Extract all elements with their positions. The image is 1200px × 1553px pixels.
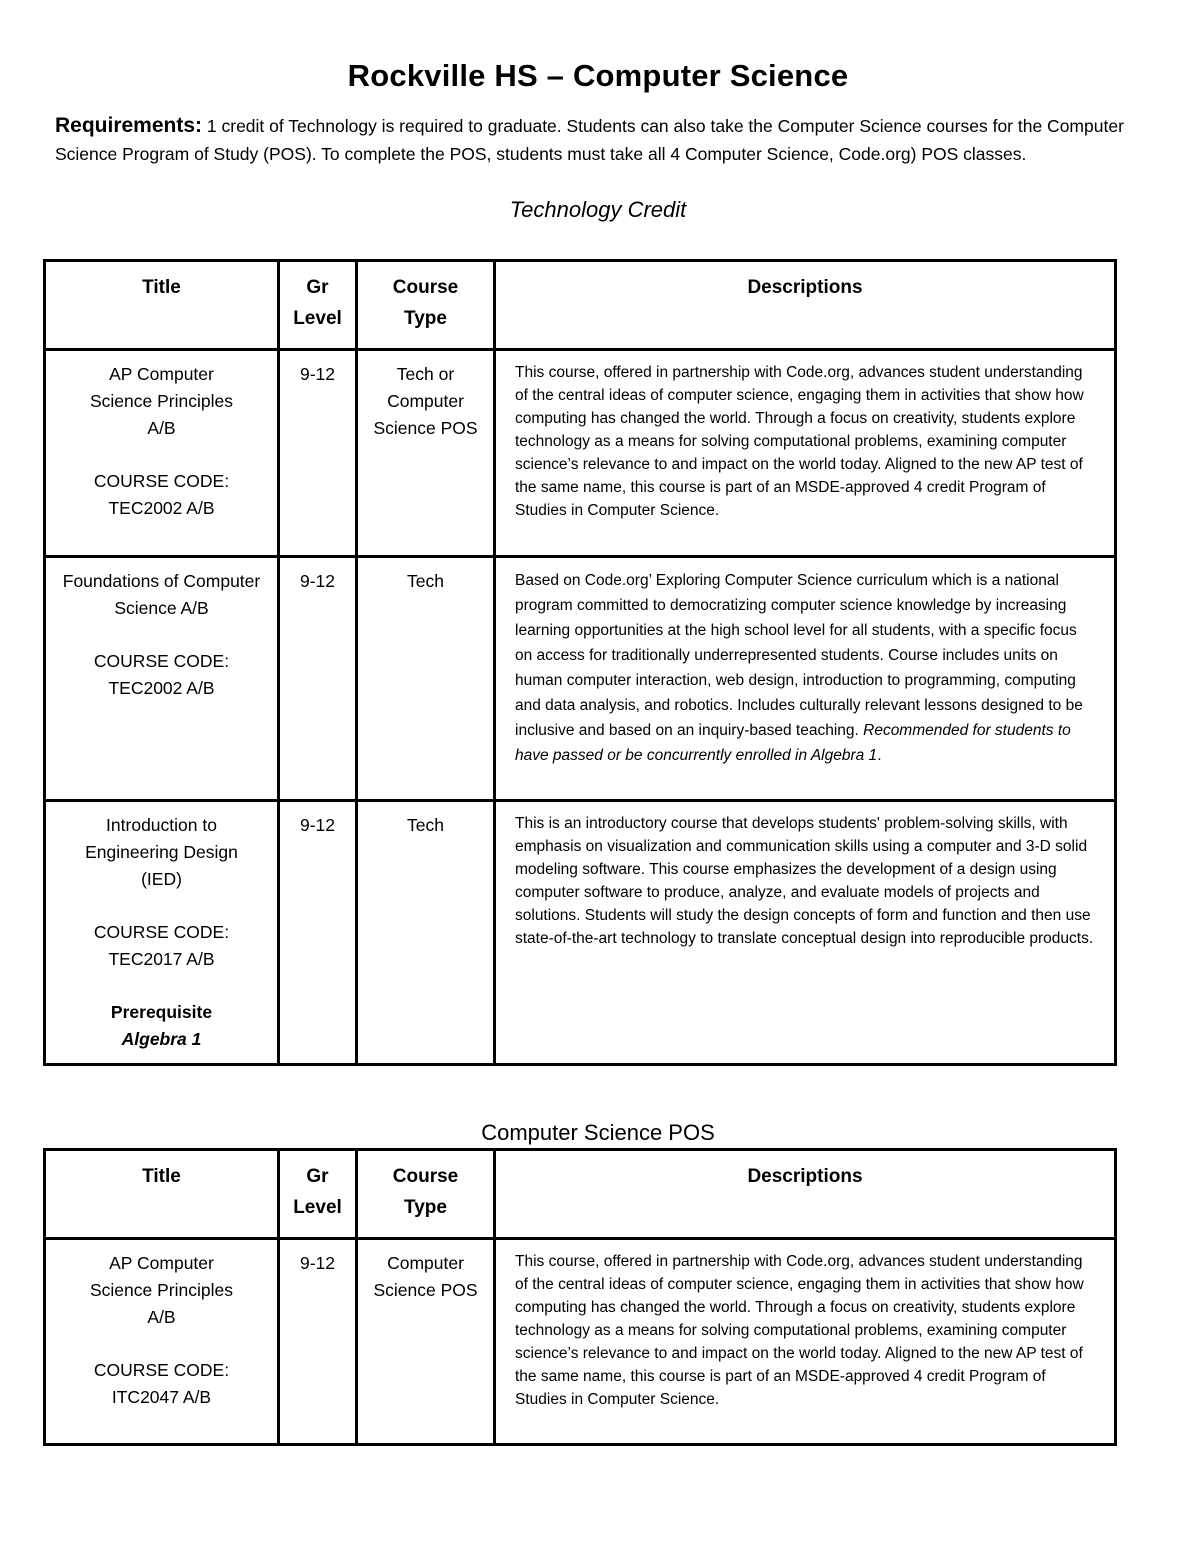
course-title: Introduction to Engineering Design (IED)	[85, 815, 238, 889]
course-title-cell	[45, 1239, 279, 1445]
description-cell: This course, offered in partnership with Code.org, advances student understanding of the central ideas of computer science, engaging them in activities that show how computing has changed the world. Through a focus on creativity, students explore technology as a means for solving computational problems, examining computer science’s relevance to and impact on the world today. Aligned to the new AP test of the same name, this course is part of an MSDE-approved 4 credit Program of Studies in Computer Science.	[495, 350, 1116, 557]
table-row	[45, 1239, 1116, 1445]
table-row	[45, 801, 1116, 1065]
prerequisite-label: Prerequisite	[110, 1002, 213, 1022]
course-code: ITC2047 A/B	[111, 1387, 212, 1407]
description-cell	[495, 557, 1116, 801]
column-header-descriptions: Descriptions	[495, 1150, 1116, 1239]
course-code: TEC2002 A/B	[108, 498, 215, 518]
course-title-cell	[45, 557, 279, 801]
column-header-grade-level: Gr Level	[279, 1150, 357, 1239]
column-header-course-type: Course Type	[357, 261, 495, 350]
description-recommendation: Recommended for students to have passed or be concurrently enrolled in Algebra 1	[515, 722, 1071, 764]
requirements-text: 1 credit of Technology is required to graduate. Students can also take the Computer Science courses for the Computer Science Program of Study (POS). To complete the POS, students must take all 4 Computer Science, Code.org) POS classes.	[55, 116, 1124, 164]
course-type-cell: Computer Science POS	[357, 1239, 495, 1445]
page-title: Rockville HS – Computer Science	[347, 58, 849, 93]
course-code: TEC2017 A/B	[108, 949, 215, 969]
requirements-label: Requirements:	[55, 114, 203, 137]
course-title: Foundations of Computer Science A/B	[62, 571, 261, 618]
table-row	[45, 350, 1116, 557]
course-code-label: COURSE CODE:	[93, 922, 230, 942]
description-cell: This course, offered in partnership with Code.org, advances student understanding of the central ideas of computer science, engaging them in activities that show how computing has changed the world. Through a focus on creativity, students explore technology as a means for solving computational problems, examining computer science’s relevance to and impact on the world today. Aligned to the new AP test of the same name, this course is part of an MSDE-approved 4 credit Program of Studies in Computer Science.	[495, 1239, 1116, 1445]
course-type-cell: Tech	[357, 557, 495, 801]
course-code-label: COURSE CODE:	[93, 471, 230, 491]
course-title-cell	[45, 350, 279, 557]
column-header-grade-level: Gr Level	[279, 261, 357, 350]
grade-level-cell: 9-12	[279, 350, 357, 557]
course-type-cell: Tech	[357, 801, 495, 1065]
column-header-title: Title	[45, 261, 279, 350]
table-header-row	[45, 1150, 1116, 1239]
grade-level-cell: 9-12	[279, 557, 357, 801]
course-title: AP Computer Science Principles A/B	[90, 1253, 233, 1327]
course-code: TEC2002 A/B	[108, 678, 215, 698]
technology-credit-table	[43, 259, 1117, 1066]
table-row	[45, 557, 1116, 801]
grade-level-cell: 9-12	[279, 1239, 357, 1445]
description-text: Based on Code.org’ Exploring Computer Science curriculum which is a national program committed to democratizing computer science knowledge by increasing learning opportunities at the high school level for all students, with a specific focus on access for traditionally underrepresented students. Course includes units on human computer interaction, web design, introduction to programming, computing and data analysis, and robotics. Includes culturally relevant lessons designed to be inclusive and based on an inquiry-based teaching.	[515, 572, 1083, 739]
computer-science-pos-heading: Computer Science POS	[481, 1120, 715, 1145]
description-end: .	[877, 747, 882, 764]
prerequisite-value: Algebra 1	[121, 1029, 202, 1049]
course-code-label: COURSE CODE:	[93, 651, 230, 671]
grade-level-cell: 9-12	[279, 801, 357, 1065]
table-header-row	[45, 261, 1116, 350]
technology-credit-heading: Technology Credit	[509, 197, 687, 222]
course-type-cell: Tech or Computer Science POS	[357, 350, 495, 557]
computer-science-pos-table	[43, 1148, 1117, 1446]
column-header-course-type: Course Type	[357, 1150, 495, 1239]
column-header-descriptions: Descriptions	[495, 261, 1116, 350]
requirements-paragraph	[55, 112, 1140, 168]
description-cell: This is an introductory course that develops students' problem-solving skills, with emphasis on visualization and communication skills using a computer and 3-D solid modeling software. This course emphasizes the development of a design using computer software to produce, analyze, and evaluate models of projects and solutions. Students will study the design concepts of form and function and then use state-of-the-art technology to translate conceptual design into reproducible products.	[495, 801, 1116, 1065]
course-code-label: COURSE CODE:	[93, 1360, 230, 1380]
column-header-title: Title	[45, 1150, 279, 1239]
course-title-cell	[45, 801, 279, 1065]
course-title: AP Computer Science Principles A/B	[90, 364, 233, 438]
